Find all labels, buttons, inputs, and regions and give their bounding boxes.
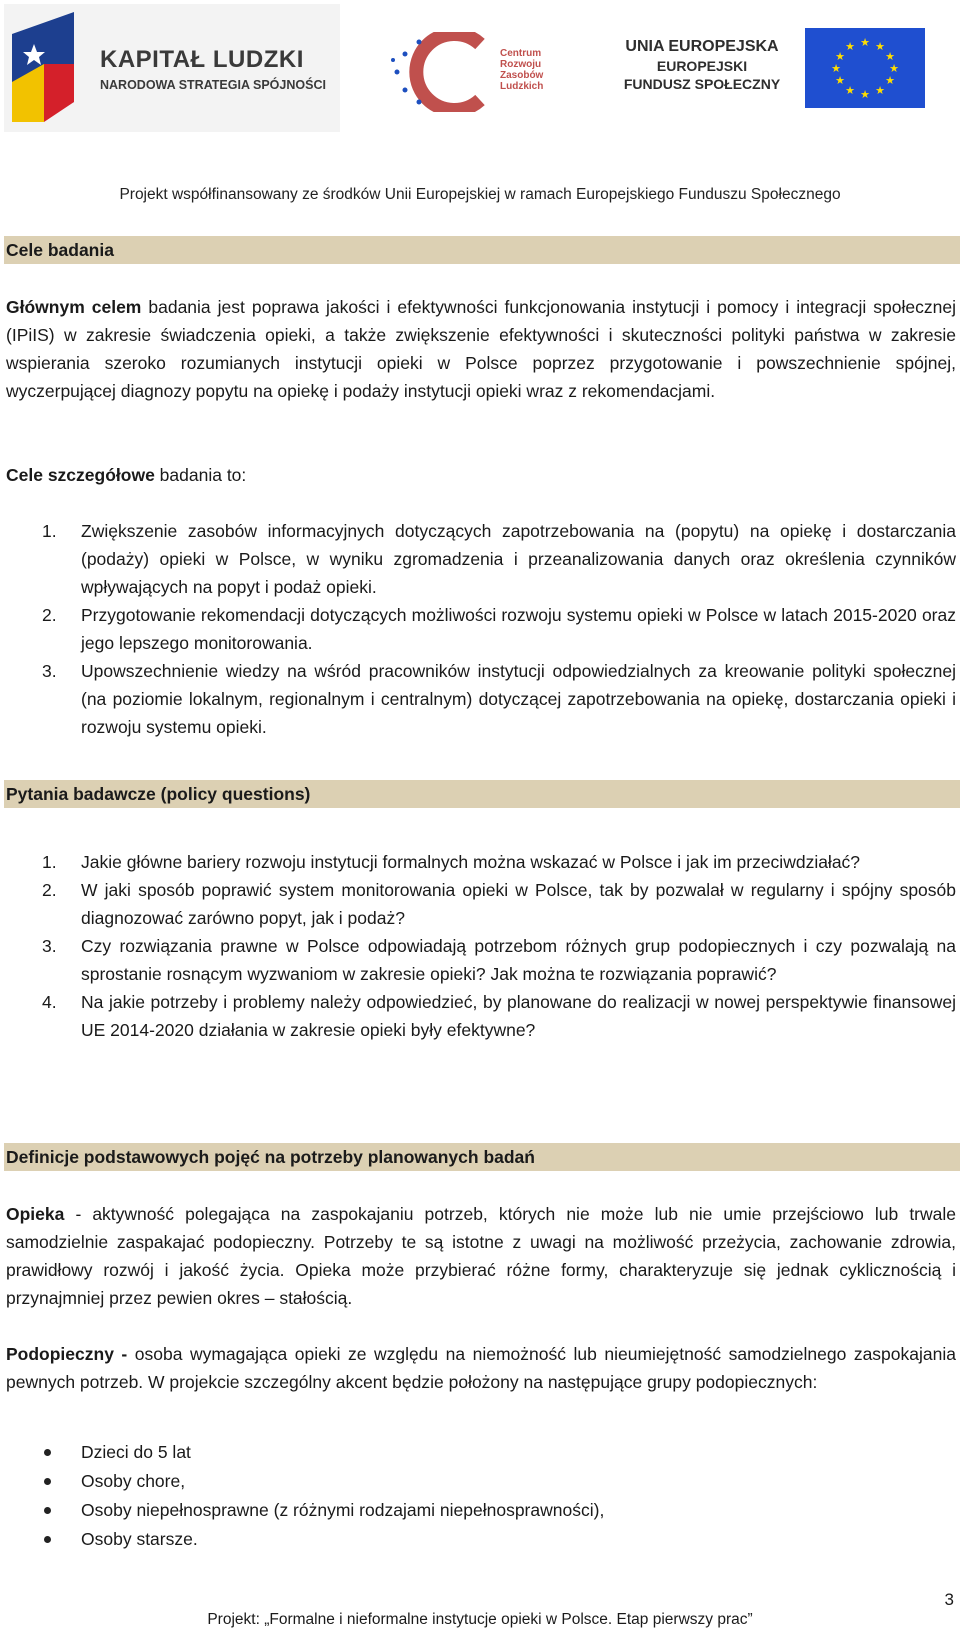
footer-project-title: Projekt: „Formalne i nieformalne instytucje opieki w Polsce. Etap pierwszy prac” [207,1611,753,1628]
svg-text:★: ★ [860,88,870,101]
definition-opieka: Opieka - aktywność polegająca na zaspokajaniu potrzeb, których nie może lub nie umie przejściowo lub trwale samodzielnie zaspakajać podopieczny. Potrzeby te są istotne z uwagi na możliwość przeżycia, zachowanie zdrowia, prawidłowy rozwój i jakość życia. Opieka może przybierać różne formy, charakteryzuje się jednak cyklicznością i przynajmniej przez pewien okres – stałością. [6,1204,956,1308]
svg-text:★: ★ [831,62,841,75]
section-heading-goals: Cele badania [4,236,960,264]
section-heading-questions: Pytania badawcze (policy questions) [4,780,960,808]
bullet-icon [44,1507,51,1514]
list-item: 2. Przygotowanie rekomendacji dotyczących możliwości rozwoju systemu opieki w Polsce w latach 2015-2020 oraz jego lepszego monitorowania. [42,605,956,653]
list-item: 1. Zwiększenie zasobów informacyjnych dotyczących zapotrzebowania na (popytu) na opiekę i dostarczania (podaży) opieki w Polsce, w wyniku zgromadzenia i przeanalizowania danych oraz określenia czynników wpływających na popyt i podaż opieki. [42,521,956,597]
definition-podopieczny: Podopieczny - osoba wymagająca opieki ze względu na niemożność lub nieumiejętność samodzielnego zaspokajania pewnych potrzeb. W projekcie szczególny akcent będzie położony na następujące grupy podopiecznych: [6,1344,956,1392]
bullet-icon [44,1536,51,1543]
bullet-icon [44,1449,51,1456]
svg-text:★: ★ [845,84,855,97]
kapital-subtitle: NARODOWA STRATEGIA SPÓJNOŚCI [100,78,326,92]
svg-text:★: ★ [835,50,845,63]
specific-goals-list [0,517,960,741]
page-number: 3 [944,1590,954,1609]
list-item: 4. Na jakie potrzeby i problemy należy odpowiedzieć, by planowane do realizacji w nowej perspektywie finansowej UE 2014-2020 działania w zakresie opieki były efektywne? [42,992,956,1040]
svg-text:★: ★ [885,50,895,63]
eu-fund-text: UNIA EUROPEJSKA EUROPEJSKI FUNDUSZ SPOŁECZNY [623,38,781,92]
research-questions-list [0,848,960,1044]
list-item: 2. W jaki sposób poprawić system monitorowania opieki w Polsce, tak by pozwalał w regularny i spójny sposób diagnozować zarówno popyt, jak i podaż? [42,880,956,928]
svg-text:★: ★ [835,74,845,87]
svg-text:★: ★ [845,40,855,53]
beneficiary-groups-list [0,1438,960,1554]
svg-text:★: ★ [889,62,899,75]
list-item: Osoby chore, [0,1467,960,1496]
list-item: Osoby starsze. [0,1525,960,1554]
svg-text:★: ★ [885,74,895,87]
logo-header [0,0,960,140]
svg-text:★: ★ [875,40,885,53]
list-item: 3. Upowszechnienie wiedzy na wśród pracowników instytucji odpowiedzialnych za kreowanie polityki społecznej (na poziomie lokalnym, regionalnym i centralnym) dotyczącej zapotrzebowania na opiekę, dostarczania opieki i rozwoju systemu opieki. [42,661,956,737]
kapital-ludzki-logo [4,4,340,132]
list-item: Dzieci do 5 lat [0,1438,960,1467]
cofinancing-note: Projekt współfinansowany ze środków Unii Europejskiej w ramach Europejskiego Funduszu Społecznego [119,186,841,203]
kapital-title: KAPITAŁ LUDZKI [100,46,304,73]
svg-text:★: ★ [875,84,885,97]
svg-text:★: ★ [860,36,870,49]
specific-goals-intro: Cele szczegółowe badania to: [6,465,247,485]
crzl-logo [385,32,505,112]
bullet-icon [44,1478,51,1485]
list-item: 1. Jakie główne bariery rozwoju instytucji formalnych można wskazać w Polsce i jak im przeciwdziałać? [42,852,861,872]
eu-flag-icon [805,28,925,108]
section-heading-definitions: Definicje podstawowych pojęć na potrzeby planowanych badań [4,1143,960,1171]
list-item: Osoby niepełnosprawne (z różnymi rodzajami niepełnosprawności), [0,1496,960,1525]
main-goal-paragraph: Głównym celem badania jest poprawa jakości i efektywności funkcjonowania instytucji i pomocy i integracji społecznej (IPiIS) w zakresie świadczenia opieki, a także zwiększenie efektywności i skuteczności polityki państwa w zakresie wspierania szeroko rozumianych instytucji opieki w Polsce poprzez przygotowanie i powszechnienie spójnej, wyczerpującej diagnozy popytu na opiekę i podaży instytucji opieki wraz z rekomendacjami. [6,297,956,401]
crzl-text: Centrum Rozwoju Zasobów Ludzkich [500,48,544,92]
list-item: 3. Czy rozwiązania prawne w Polsce odpowiadają potrzebom różnych grup podopiecznych i czy pozwalają na sprostanie rosnącym wyzwaniom w zakresie opieki? Jak można te rozwiązania poprawić? [42,936,956,984]
kapital-ludzki-emblem [4,4,94,132]
